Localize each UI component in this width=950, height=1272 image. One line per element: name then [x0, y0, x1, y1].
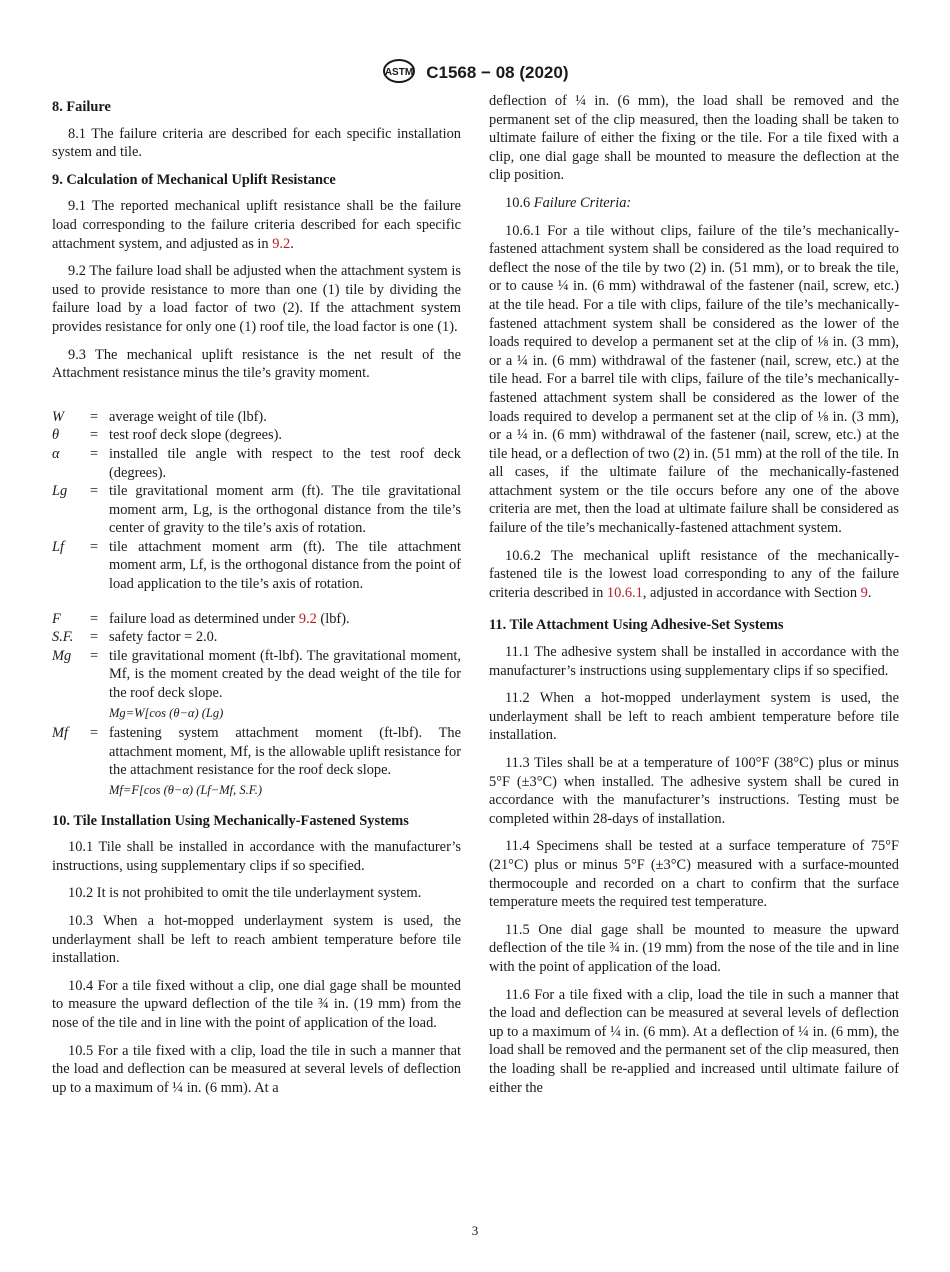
page-header	[0, 58, 950, 89]
para-11-1: 11.1 The adhesive system shall be installed in accordance with the manufacturer’s instructions using supplementary clips if so specified.	[489, 644, 899, 679]
para-10-5-continued: deflection of ¼ in. (6 mm), the load shall be removed and the permanent set of the clip measured, then the loading shall be taken to ultimate failure of either the fixing or the tile. For a tile fixed with a clip, one dial gage shall be mounted to measure the deflection at the clip position.	[489, 93, 899, 184]
section-9-heading: 9. Calculation of Mechanical Uplift Resistance	[52, 171, 336, 188]
section-10-heading: 10. Tile Installation Using Mechanically-Fastened Systems	[52, 812, 409, 829]
definition-row-Mf: Mf = fastening system attachment moment (ft-lbf). The attachment moment, Mf, is the allowable uplift resistance for the attachment resistance for the roof deck slope.	[52, 725, 461, 779]
left-column	[52, 92, 461, 1106]
right-column	[489, 92, 899, 1106]
para-11-3: 11.3 Tiles shall be at a temperature of 100°F (38°C) plus or minus 5°F (±3°C) when installed. The adhesive system shall be cured in accordance with the manufacturer’s instructions. Testing must be completed within 28-days of installation.	[489, 755, 899, 827]
ref-9-2-link[interactable]: 9.2	[298, 610, 317, 627]
para-9-2: 9.2 The failure load shall be adjusted when the attachment system is used to provide resistance to more than one (1) tile by dividing the failure load by a load factor of two (2). If the attachment system provides resistance for only one (1) roof tile, the load factor is one (1).	[52, 263, 461, 335]
astm-logo-icon	[382, 58, 416, 89]
definition-row-SF: S.F. = safety factor = 2.0.	[52, 629, 218, 646]
para-10-6-1: 10.6.1 For a tile without clips, failure of the tile’s mechanically-fastened attachment system shall be considered as the load required to deflect the nose of the tile by two (2) in. (51 mm), or to break the tile, or to cause ¼ in. (6 mm) withdrawal of the fastener (nail, screw, etc.) at the tile head. For a tile with clips, failure of the tile’s mechanically-fastened attachment system shall be considered as the lower of the loads required to develop a permanent set at the clip of ⅛ in. (3 mm), or a ¼ in. (6 mm) withdrawal of the fastener (nail, screw, etc.) at the tile head. For a barrel tile with clips, failure of the tile’s mechanically-fastened attachment system shall be considered as the lower of the loads required to develop a permanent set at the clip of ⅛ in. (3 mm), or a ¼ in. (6 mm) withdrawal of the fastener (nail, screw, etc.) at the tile head, or a deflection of two (2) in. (51 mm) at the roll of the tile. In all cases, if the ultimate failure of the mechanically-fastened attachment system or the tile occurs before any one of the above criteria are met, then the load at ultimate failure shall be considered as failure of the tile’s mechanically-fastened attachment system.	[489, 222, 899, 537]
para-11-5: 11.5 One dial gage shall be mounted to measure the upward deflection of the tile ¾ in. (19 mm) from the nose of the tile and in line with the point of application of the load.	[489, 921, 899, 975]
section-8-heading: 8. Failure	[52, 99, 111, 115]
formula-mg: Mg=W[cos (θ−α) (Lg)	[109, 705, 224, 720]
definition-row-Mg: Mg = tile gravitational moment (ft-lbf). The gravitational moment, Mf, is the moment created by the dead weight of the tile for the roof deck slope.	[52, 647, 461, 702]
definition-row: W = average weight of tile (lbf).	[52, 408, 267, 425]
page-number: 3	[471, 1223, 479, 1238]
para-9-1: 9.1 The reported mechanical uplift resistance shall be the failure load corresponding to the failure criteria described for each specific attachment system, and adjusted as in 9.2.	[52, 198, 461, 252]
para-10-1: 10.1 Tile shall be installed in accordance with the manufacturer’s instructions, using supplementary clips if so specified.	[52, 839, 461, 874]
definitions-list-1	[52, 408, 461, 594]
para-10-5: 10.5 For a tile fixed with a clip, load the tile in such a manner that the load and deflection can be measured at several levels of deflection up to a maximum of ¼ in. (6 mm). At a	[52, 1042, 461, 1096]
para-11-4: 11.4 Specimens shall be tested at a surface temperature of 75°F (21°C) plus or minus 5°F (±3°C) measured with a surface-mounted thermocouple and recorded on a chart to confirm that the surface temperature meets the required test temperature.	[489, 838, 899, 911]
definition-row: Lg = tile gravitational moment arm (ft). The tile gravitational moment arm, Lg, is the orthogonal distance from the tile’s center of gravity to the tile’s axis of rotation.	[52, 483, 461, 537]
svg-text:ASTM: ASTM	[384, 67, 413, 78]
ref-9-2-link[interactable]: 9.2	[272, 235, 291, 252]
para-11-2: 11.2 When a hot-mopped underlayment system is used, the underlayment shall be left to reach ambient temperature before tile installation.	[489, 690, 899, 744]
para-9-3: 9.3 The mechanical uplift resistance is the net result of the Attachment resistance minus the tile’s gravity moment.	[52, 346, 461, 382]
para-10-6: 10.6 Failure Criteria:	[505, 194, 632, 211]
definition-row: α = installed tile angle with respect to the test roof deck (degrees).	[52, 445, 461, 481]
formula-mf: Mf=F[cos (θ−α) (Lf−Mf, S.F.)	[109, 783, 263, 797]
definition-row: θ = test roof deck slope (degrees).	[52, 427, 283, 444]
definition-row: Lf = tile attachment moment arm (ft). The tile attachment moment arm, Lf, is the orthogonal distance from the point of load application to the tile’s axis of rotation.	[52, 538, 461, 593]
para-10-2: 10.2 It is not prohibited to omit the tile underlayment system.	[68, 885, 422, 902]
para-11-6: 11.6 For a tile fixed with a clip, load the tile in such a manner that the load and deflection can be measured at several levels of deflection up to a maximum of ¼ in. (6 mm). At a deflection of ¼ in. (6 mm), the load shall be removed and the permanent set of the clip measured, then the loading shall be re-applied and increased until ultimate failure of either the	[489, 986, 899, 1096]
definitions-list-2	[52, 610, 461, 800]
para-10-3: 10.3 When a hot-mopped underlayment system is used, the underlayment shall be left to reach ambient temperature before tile installation.	[52, 912, 461, 967]
section-11-heading: 11. Tile Attachment Using Adhesive-Set Systems	[489, 617, 784, 634]
para-10-4: 10.4 For a tile fixed without a clip, one dial gage shall be mounted to measure the upward deflection of the tile ¾ in. (19 mm) from the nose of the tile and in line with the point of application of the load.	[52, 977, 461, 1031]
document-designation: C1568 − 08 (2020)	[426, 63, 569, 82]
para-10-6-2: 10.6.2 The mechanical uplift resistance of the mechanically-fastened tile is the lowest load corresponding to any of the failure criteria described in 10.6.1, adjusted in accordance with Section 9.	[489, 547, 899, 601]
definition-row-F: F = failure load as determined under 9.2 (lbf).	[52, 610, 350, 627]
ref-10-6-1-link[interactable]: 10.6.1	[606, 584, 643, 601]
para-8-1: 8.1 The failure criteria are described for each specific installation system and tile.	[52, 125, 461, 161]
ref-section-9-link[interactable]: 9	[860, 584, 868, 601]
